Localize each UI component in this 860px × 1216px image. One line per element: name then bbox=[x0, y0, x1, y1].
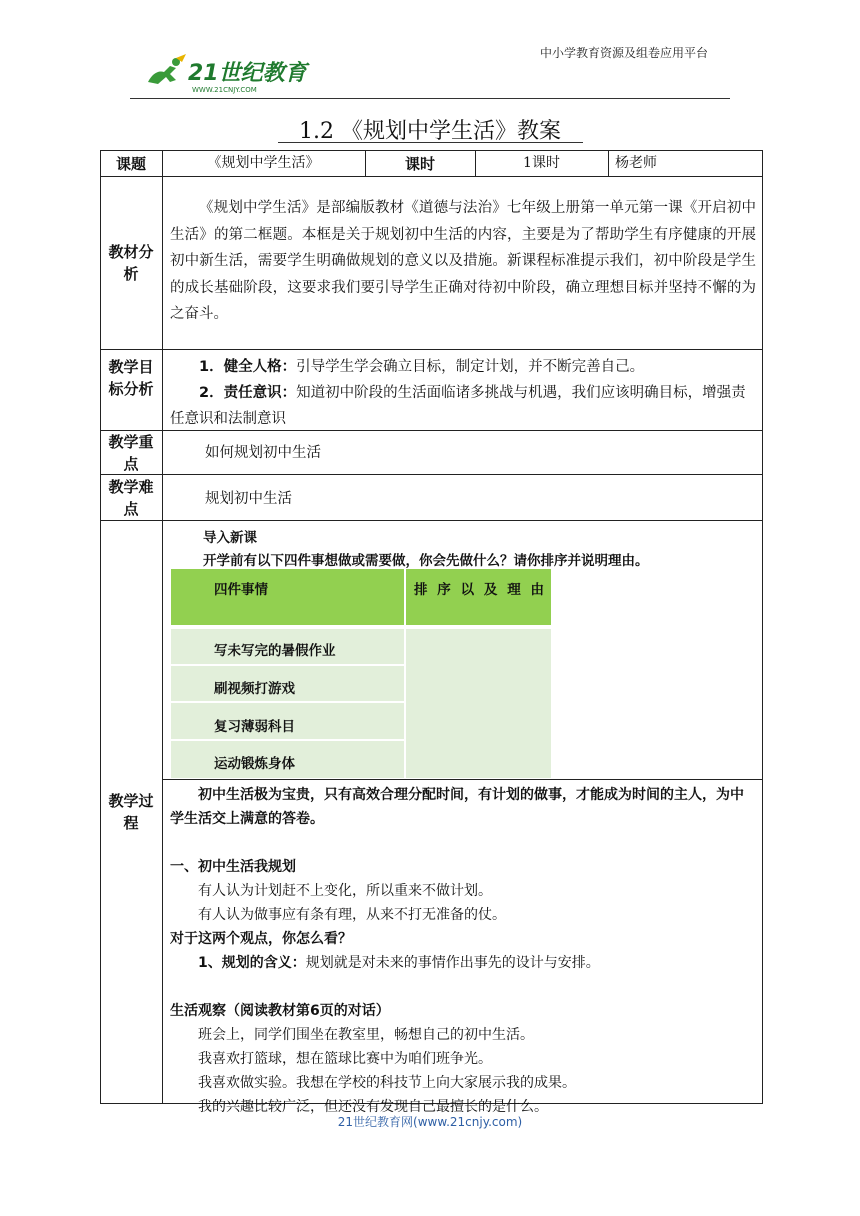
label-material: 教材分析 bbox=[108, 243, 154, 283]
page-title: 1.2 《规划中学生活》教案 bbox=[299, 119, 561, 144]
observation-line: 我喜欢做实验。我想在学校的科技节上向大家展示我的成果。 bbox=[198, 1075, 576, 1091]
teacher-value: 杨老师 bbox=[615, 155, 657, 171]
label-goals: 教学目标分析 bbox=[108, 358, 154, 398]
material-text: 《规划中学生活》是部编版教材《道德与法治》七年级上册第一单元第一课《开启初中生活》的第二框题。本框是关于规划初中生活的内容，主要是为了帮助学生有序健康的开展初中新生活，需要学生明确做规划的意义以及措施。新课程标准提示我们，初中阶段是学生的成长基础阶段，这要求我们要引导学生正确对待初中阶段，确立理想目标并坚持不懈的为之奋斗。 bbox=[170, 200, 756, 322]
goals-text: 1．健全人格：引导学生学会确立目标，制定计划，并不断完善自己。 2．责任意识：知道初中阶段的生活面临诸多挑战与机遇，我们应该明确目标，增强责任意识和法制意识 bbox=[170, 359, 746, 427]
task-item: 运动锻炼身体 bbox=[214, 756, 295, 772]
intro-question: 开学前有以下四件事想做或需要做，你会先做什么？请你排序并说明理由。 bbox=[203, 553, 649, 569]
definition-text: 规划就是对未来的事情作出事先的设计与安排。 bbox=[305, 955, 600, 971]
key-text: 如何规划初中生活 bbox=[205, 445, 321, 461]
logo-url: WWW.21CNJY.COM bbox=[192, 86, 257, 94]
logo bbox=[142, 52, 312, 96]
label-process: 教学过程 bbox=[108, 792, 154, 832]
section-1-title: 一、初中生活我规划 bbox=[170, 859, 296, 875]
observation-head: 生活观察（阅读教材第6页的对话） bbox=[170, 1003, 390, 1019]
header-rule bbox=[130, 98, 730, 99]
reason-header: 排序以及理由 bbox=[414, 582, 544, 598]
definition-head: 1、规划的含义： bbox=[198, 955, 306, 971]
footer-link[interactable]: 21世纪教育网(www.21cnjy.com) bbox=[337, 1115, 523, 1129]
task-item: 复习薄弱科目 bbox=[214, 719, 295, 735]
observation-line: 我喜欢打篮球，想在篮球比赛中为咱们班争光。 bbox=[198, 1051, 492, 1067]
process-body bbox=[170, 783, 756, 1119]
task-item: 写未写完的暑假作业 bbox=[214, 643, 336, 659]
logo-runner-icon bbox=[142, 52, 312, 96]
platform-name: 中小学教育资源及组卷应用平台 bbox=[540, 46, 709, 60]
hours-value: 1课时 bbox=[523, 155, 560, 171]
task-item: 刷视频打游戏 bbox=[214, 681, 295, 697]
view-2: 有人认为做事应有条有理，从来不打无准备的仗。 bbox=[198, 907, 506, 923]
label-hours: 课时 bbox=[404, 155, 435, 173]
task-header-cell bbox=[171, 569, 404, 625]
summary-text: 初中生活极为宝贵，只有高效合理分配时间，有计划的做事，才能成为时间的主人，为中学生活交上满意的答卷。 bbox=[170, 787, 744, 827]
observation-line: 班会上，同学们围坐在教室里，畅想自己的初中生活。 bbox=[198, 1027, 534, 1043]
observation-line: 我的兴趣比较广泛，但还没有发现自己最擅长的是什么。 bbox=[198, 1099, 548, 1115]
label-key: 教学重点 bbox=[108, 433, 154, 473]
intro-head: 导入新课 bbox=[203, 530, 257, 546]
topic-value: 《规划中学生活》 bbox=[207, 155, 320, 171]
label-difficulty: 教学难点 bbox=[108, 478, 154, 518]
question: 对于这两个观点，你怎么看？ bbox=[170, 931, 352, 947]
view-1: 有人认为计划赶不上变化，所以重来不做计划。 bbox=[198, 883, 492, 899]
title-underline bbox=[278, 142, 583, 143]
svg-text:21世纪教育: 21世纪教育 bbox=[188, 61, 307, 86]
reason-cell[interactable] bbox=[406, 629, 551, 778]
label-topic: 课题 bbox=[115, 155, 146, 173]
difficulty-text: 规划初中生活 bbox=[205, 491, 292, 507]
task-header: 四件事情 bbox=[214, 582, 268, 598]
